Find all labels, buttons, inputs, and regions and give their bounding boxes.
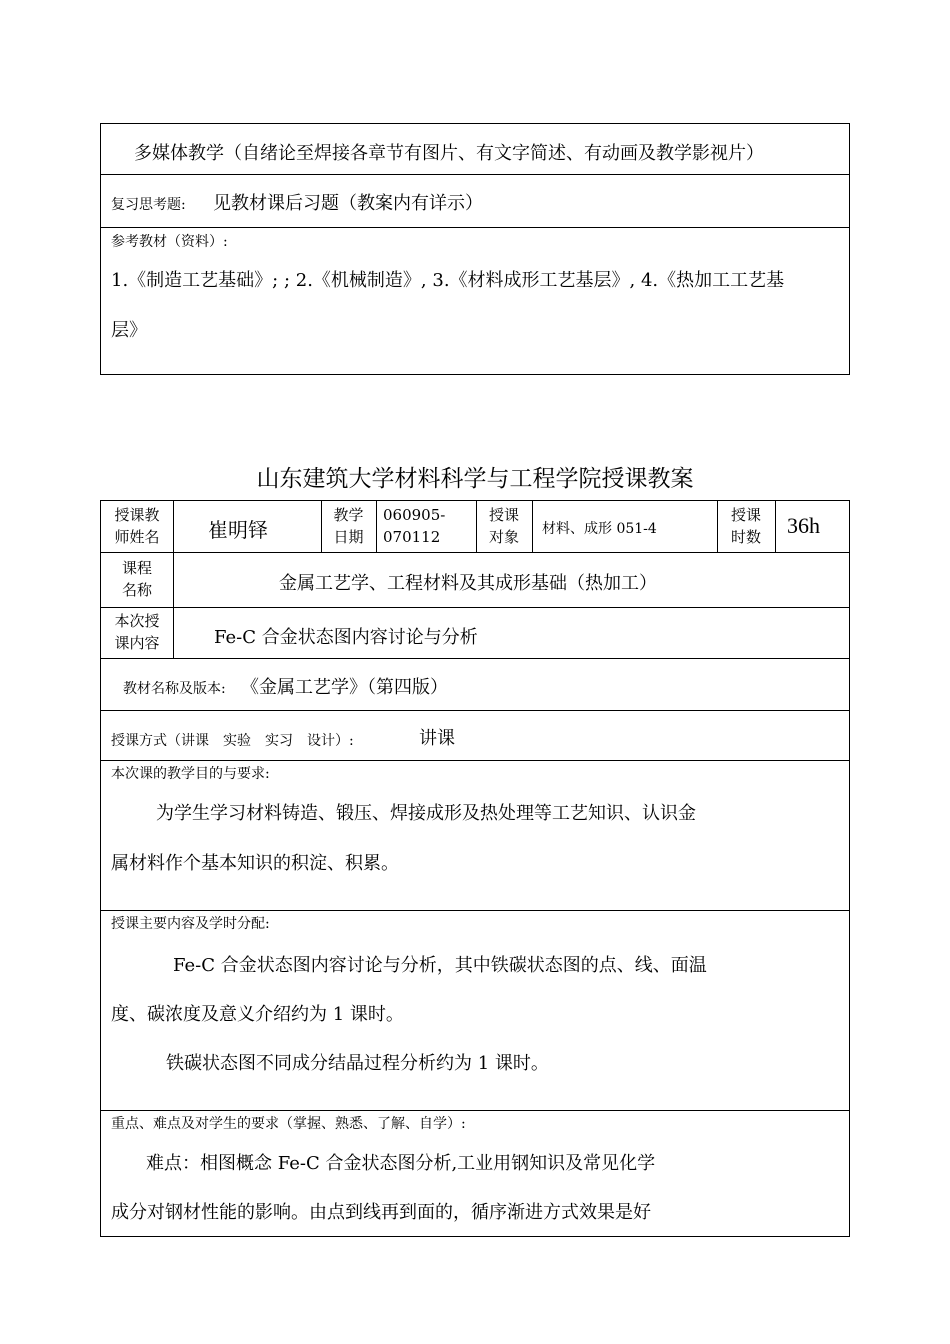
textbook-label: 教材名称及版本: bbox=[123, 681, 226, 697]
reference-line-2: 层》 bbox=[111, 320, 147, 341]
divider bbox=[101, 910, 849, 911]
hours-label: 授课 时数 bbox=[730, 506, 761, 546]
lesson-plan-table bbox=[100, 500, 850, 1237]
divider bbox=[101, 658, 849, 659]
divider bbox=[101, 1110, 849, 1111]
target-label: 授课 对象 bbox=[488, 506, 519, 546]
divider bbox=[101, 227, 849, 228]
target-value: 材料、成形 051-4 bbox=[542, 521, 657, 537]
date-value: 060905- 070112 bbox=[383, 506, 446, 546]
lesson-content: Fe-C 合金状态图内容讨论与分析 bbox=[214, 627, 478, 648]
divider bbox=[101, 174, 849, 175]
teacher-label: 授课教 师姓名 bbox=[114, 506, 160, 546]
multimedia-note: 多媒体教学（自绪论至焊接各章节有图片、有文字简述、有动画及教学影视片） bbox=[134, 143, 764, 164]
teacher-name: 崔明铎 bbox=[208, 518, 268, 542]
date-label: 教学 日期 bbox=[333, 506, 364, 546]
content-label: 本次授 课内容 bbox=[114, 612, 160, 652]
reference-label: 参考教材（资料）: bbox=[111, 234, 228, 250]
prev-page-table bbox=[100, 123, 850, 375]
divider bbox=[101, 607, 849, 608]
divider bbox=[101, 552, 849, 553]
objective-line-2: 属材料作个基本知识的积淀、积累。 bbox=[111, 853, 399, 874]
divider bbox=[101, 710, 849, 711]
course-name: 金属工艺学、工程材料及其成形基础（热加工） bbox=[279, 573, 657, 594]
divider bbox=[173, 501, 174, 658]
allocation-label: 授课主要内容及学时分配: bbox=[111, 916, 270, 932]
divider bbox=[532, 501, 533, 552]
objective-label: 本次课的教学目的与要求: bbox=[111, 766, 270, 782]
divider bbox=[101, 760, 849, 761]
difficulty-line-2: 成分对钢材性能的影响。由点到线再到面的，循序渐进方式效果是好 bbox=[111, 1202, 651, 1223]
reference-line-1: 1.《制造工艺基础》; ; 2.《机械制造》, 3.《材料成形工艺基层》, 4.《热加工工艺基 bbox=[111, 270, 785, 291]
allocation-line-1: Fe-C 合金状态图内容讨论与分析，其中铁碳状态图的点、线、面温 bbox=[173, 955, 707, 976]
divider bbox=[376, 501, 377, 552]
method-value: 讲课 bbox=[419, 728, 455, 749]
textbook-value: 《金属工艺学》（第四版） bbox=[241, 677, 448, 698]
hours-value: 36h bbox=[787, 513, 820, 538]
difficulty-line-1: 难点：相图概念 Fe-C 合金状态图分析,工业用钢知识及常见化学 bbox=[146, 1153, 656, 1174]
allocation-line-2: 度、碳浓度及意义介绍约为 1 课时。 bbox=[111, 1004, 404, 1025]
method-label: 授课方式（讲课 实验 实习 设计）: bbox=[111, 733, 354, 749]
review-value: 见教材课后习题（教案内有详示） bbox=[213, 193, 483, 214]
divider bbox=[775, 501, 776, 552]
review-label: 复习思考题: bbox=[111, 197, 186, 213]
difficulty-label: 重点、难点及对学生的要求（掌握、熟悉、了解、自学）: bbox=[111, 1116, 466, 1132]
course-label: 课程 名称 bbox=[121, 559, 152, 599]
objective-line-1: 为学生学习材料铸造、锻压、焊接成形及热处理等工艺知识、认识金 bbox=[156, 803, 696, 824]
allocation-line-3: 铁碳状态图不同成分结晶过程分析约为 1 课时。 bbox=[166, 1053, 549, 1074]
page-title: 山东建筑大学材料科学与工程学院授课教案 bbox=[256, 466, 694, 492]
